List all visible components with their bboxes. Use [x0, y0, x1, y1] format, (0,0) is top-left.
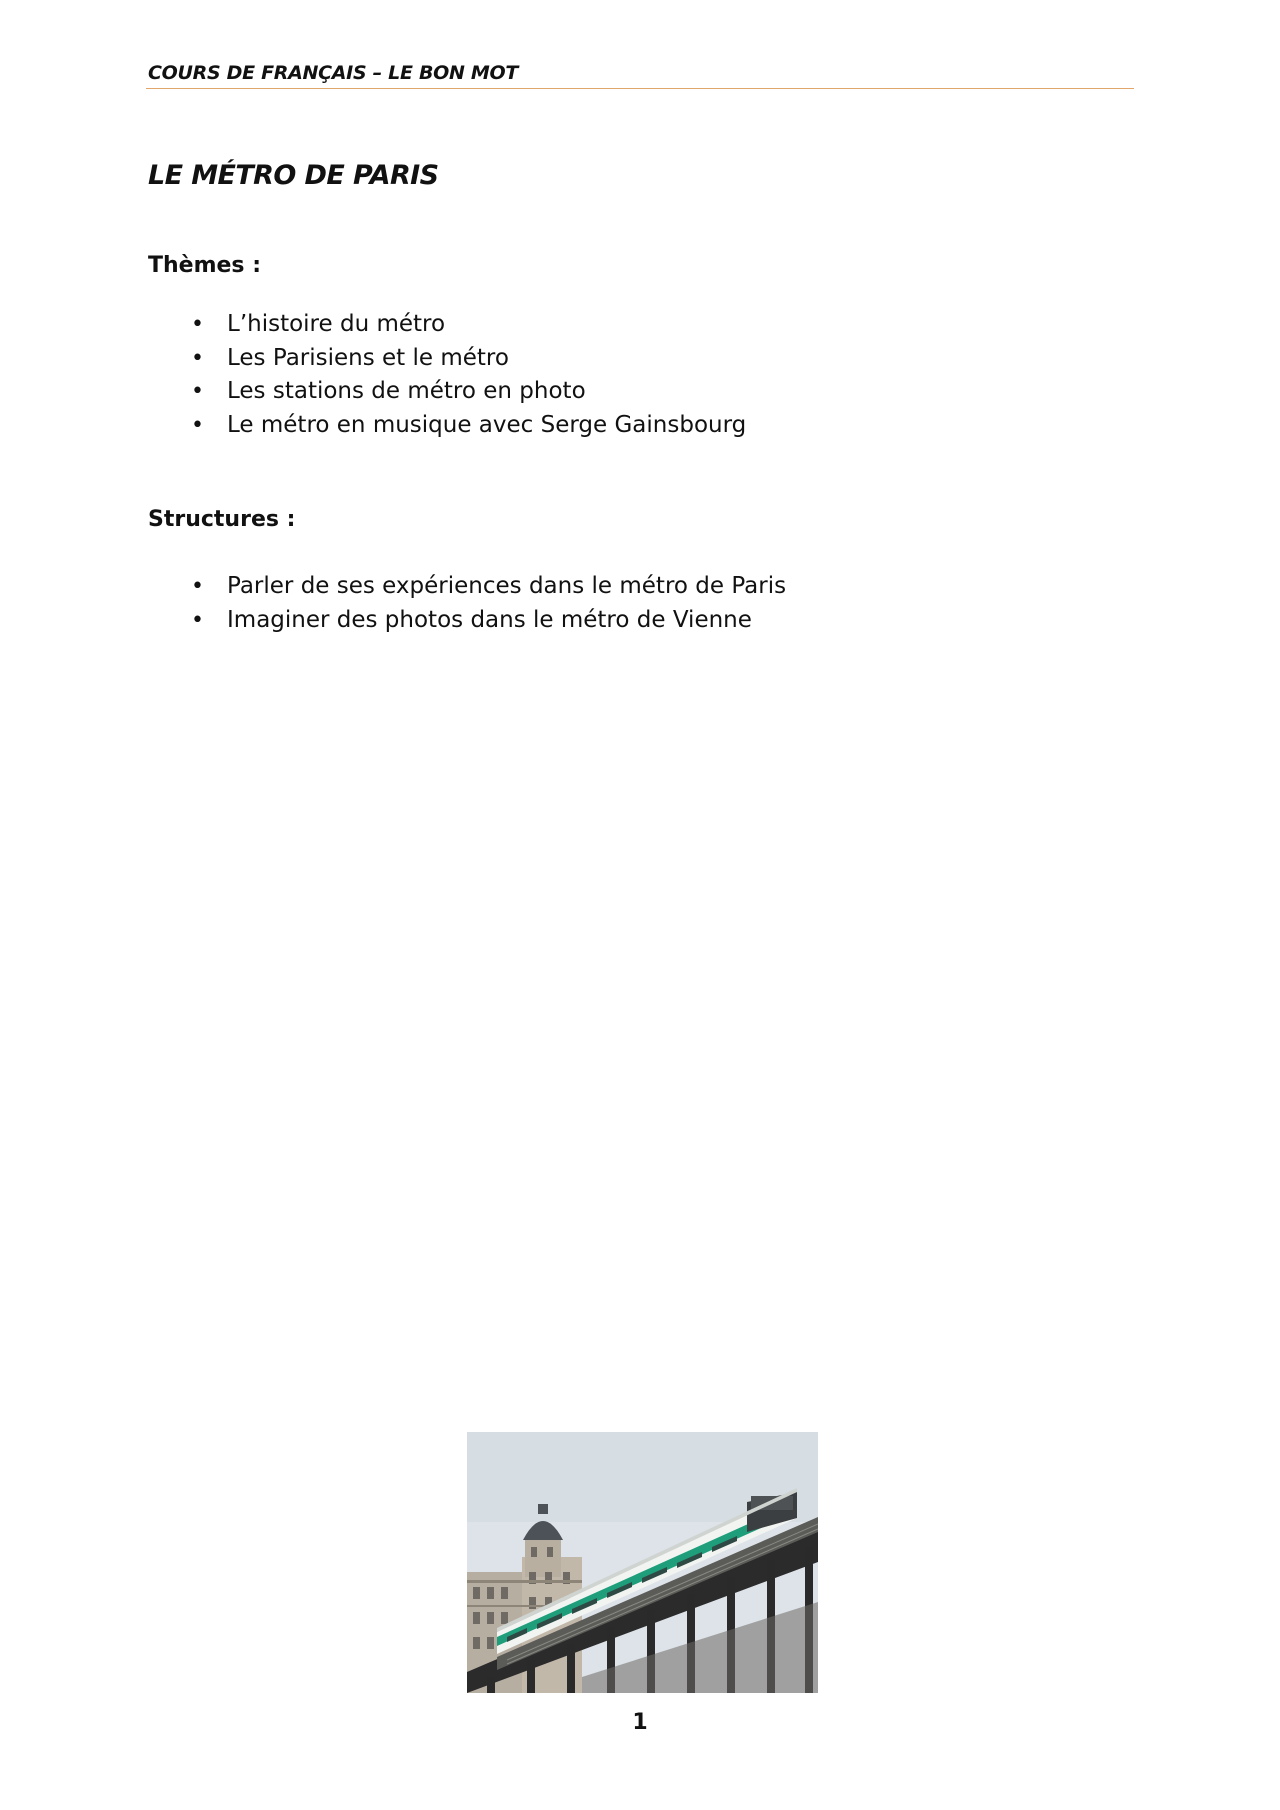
bullet-icon: •	[191, 379, 204, 404]
list-item-text: Le métro en musique avec Serge Gainsbourg	[227, 411, 747, 438]
structures-heading: Structures :	[148, 507, 296, 532]
list-item-text: L’histoire du métro	[227, 311, 446, 337]
list-item-text: Imaginer des photos dans le métro de Vienne	[227, 606, 752, 633]
list-item-text: Parler de ses expériences dans le métro de Paris	[227, 573, 787, 599]
list-item-text: Les stations de métro en photo	[227, 378, 586, 404]
running-header: COURS DE FRANÇAIS – LE BON MOT	[148, 62, 519, 84]
bullet-icon: •	[191, 412, 204, 438]
header-divider	[146, 88, 1134, 89]
bullet-icon: •	[191, 312, 204, 337]
bullet-icon: •	[191, 345, 204, 371]
bullet-icon: •	[191, 607, 204, 633]
page-number: 1	[632, 1710, 648, 1735]
list-item-text: Les Parisiens et le métro	[227, 344, 509, 371]
bullet-icon: •	[191, 574, 204, 599]
metro-train-photo	[467, 1432, 818, 1693]
themes-heading: Thèmes :	[148, 253, 261, 278]
document-title: LE MÉTRO DE PARIS	[148, 160, 439, 191]
